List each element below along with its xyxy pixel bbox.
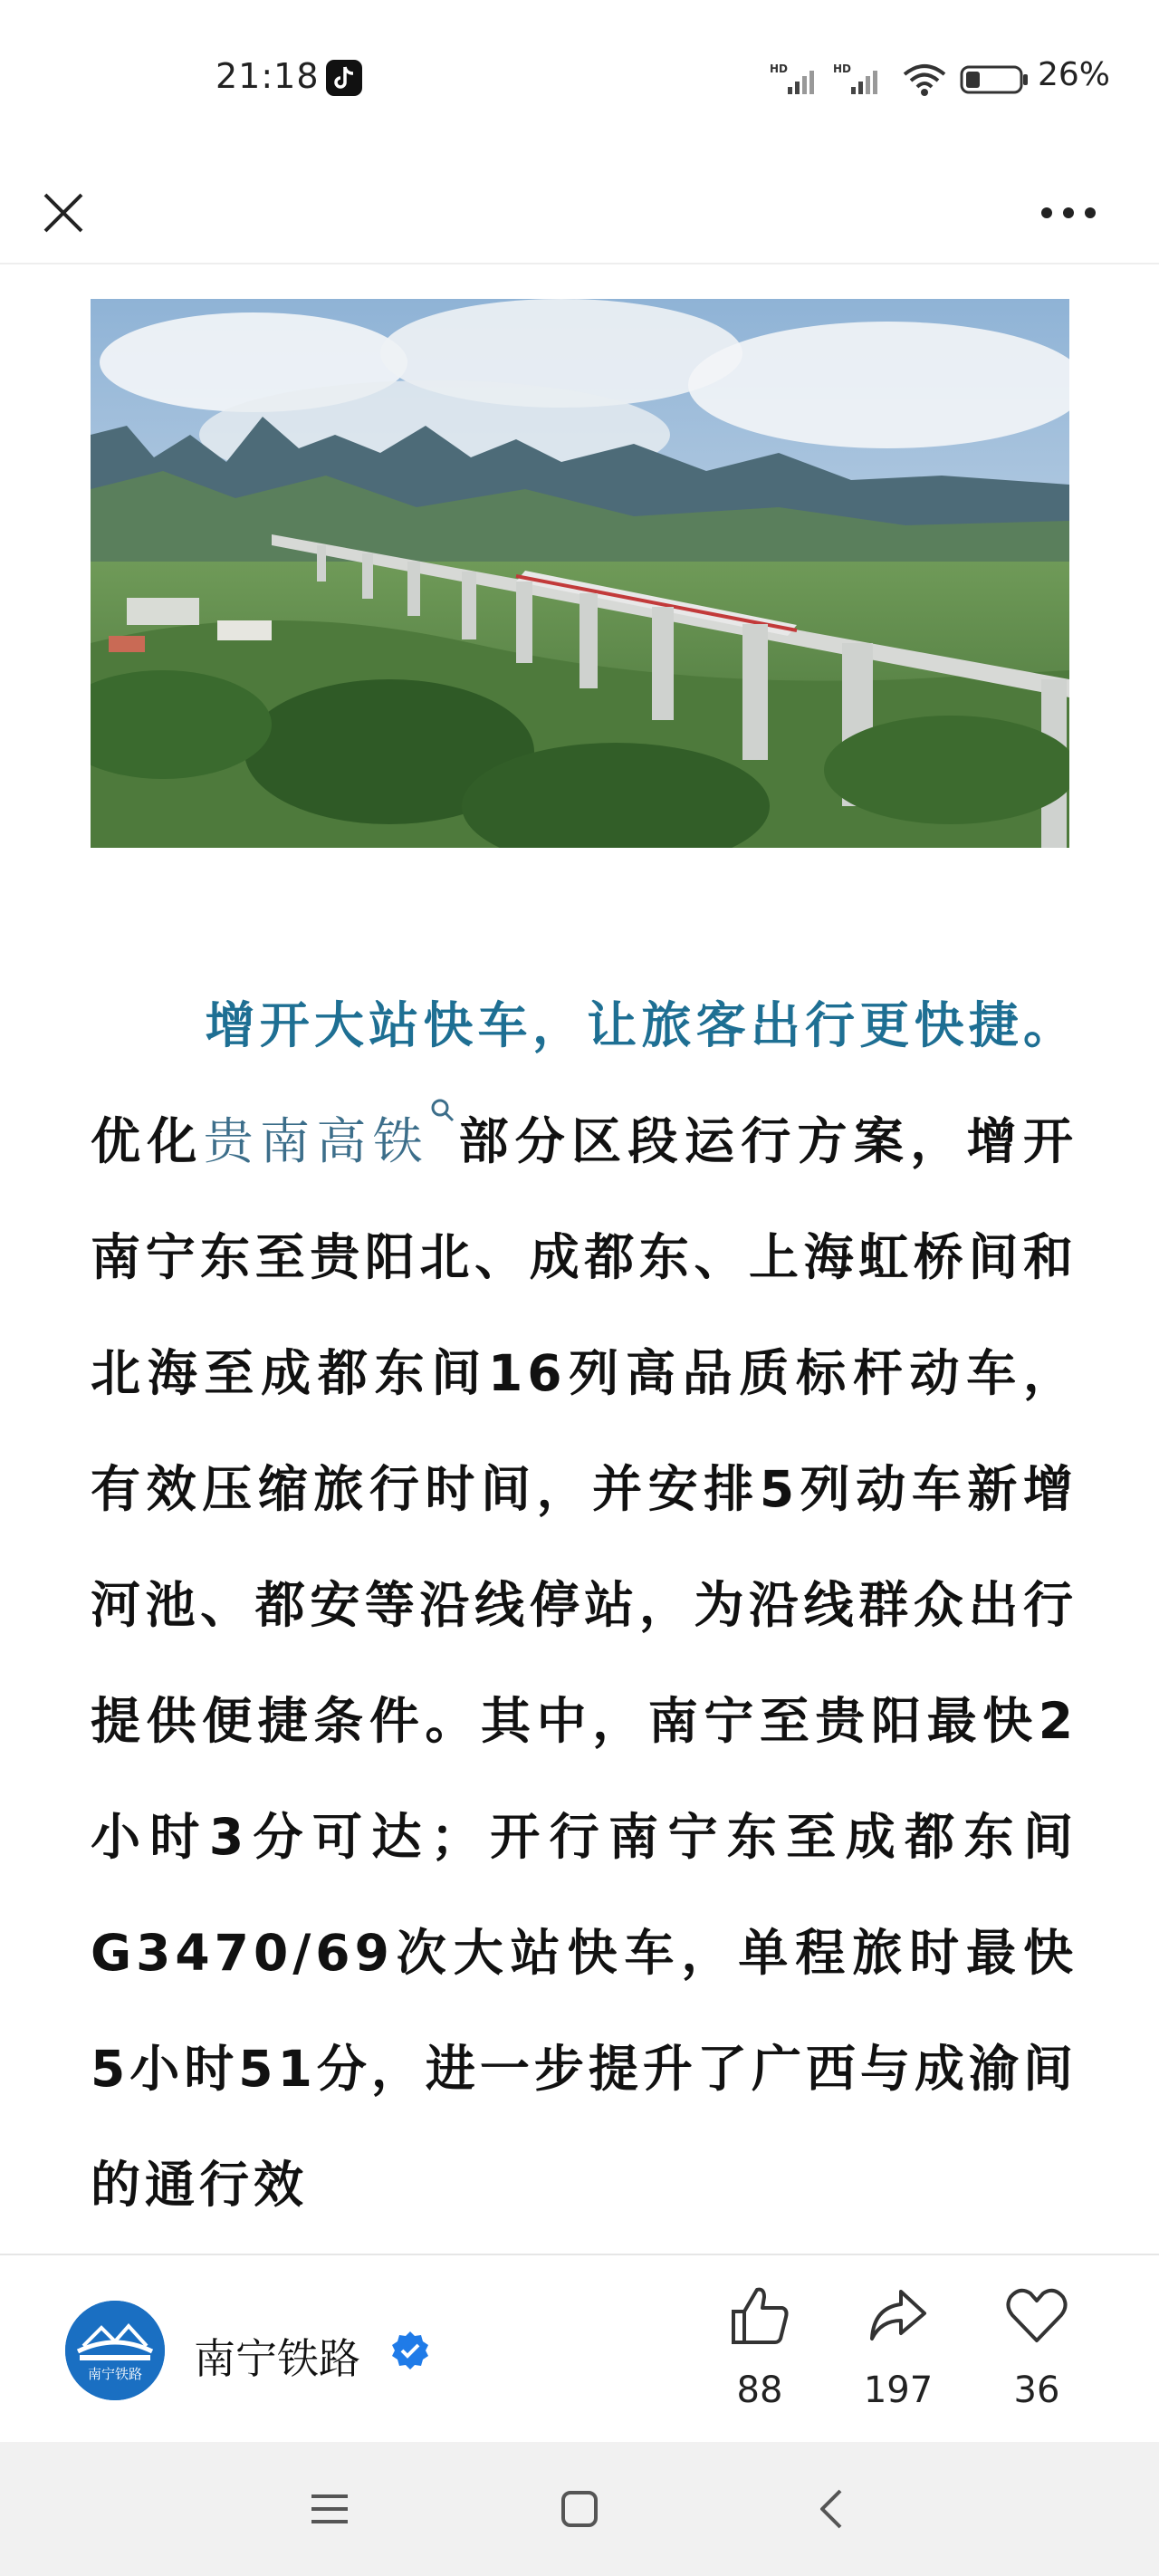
status-time: 21:18 [216,56,320,96]
signal-icon-2 [833,62,887,98]
close-button[interactable] [36,186,91,240]
search-link[interactable]: 贵南高铁 [203,1112,430,1170]
home-button[interactable] [552,2482,607,2536]
svg-text:HD: HD [833,62,852,75]
article-text-body: 部分区段运行方案，增开南宁东至贵阳北、成都东、上海虹桥间和北海至成都东间16列高品质标杆动车，有效压缩旅行时间，并安排5列动车新增河池、都安等沿线停站，为沿线群众出行提供便捷条件。其中，南宁至贵阳最快2小时3分可达；开行南宁东至成都东间G3470/69次大站快车，单程旅时最快5小时51分，进一步提升了广西与成渝间的通行效 [91,1112,1078,2214]
back-icon [806,2482,860,2536]
hero-image [91,299,1069,848]
like-count: 88 [736,2369,783,2411]
verified-badge-icon [389,2330,431,2371]
menu-button[interactable] [302,2482,357,2536]
article-text-prefix: 优化 [91,1112,204,1170]
article-body [91,967,1078,2243]
battery-percent: 26% [1038,56,1111,93]
status-indicators [770,54,1114,100]
like-button[interactable] [710,2283,809,2427]
account-name[interactable]: 南宁铁路 [194,2334,360,2383]
thumbs-up-icon [726,2283,793,2350]
more-icon [1032,186,1105,240]
tiktok-icon [326,60,362,96]
nanning-railway-logo [65,2301,165,2400]
railway-viaduct-photo [91,299,1069,848]
avatar[interactable] [65,2301,165,2400]
article-highlight: 增开大站快车，让旅客出行更快捷。 [205,996,1078,1054]
battery-icon [960,62,1032,98]
share-icon [865,2283,932,2350]
menu-icon [302,2482,357,2536]
system-navigation-bar [0,2442,1159,2576]
favorite-count: 36 [1013,2369,1060,2411]
avatar-text: 南宁铁路 [87,2366,143,2382]
signal-icon [770,62,824,98]
article-header [0,163,1159,264]
share-button[interactable] [848,2283,948,2427]
wifi-icon [901,62,948,98]
search-icon[interactable] [429,1097,456,1124]
back-button[interactable] [806,2482,860,2536]
share-count: 197 [863,2369,934,2411]
bottom-action-bar [0,2254,1159,2444]
status-bar [0,0,1159,163]
heart-icon [1003,2283,1070,2350]
article-paragraph [91,967,1078,2243]
close-icon [36,186,91,240]
favorite-button[interactable] [987,2283,1087,2427]
home-icon [552,2482,607,2536]
svg-text:HD: HD [770,62,789,75]
more-options-button[interactable] [1032,186,1105,240]
